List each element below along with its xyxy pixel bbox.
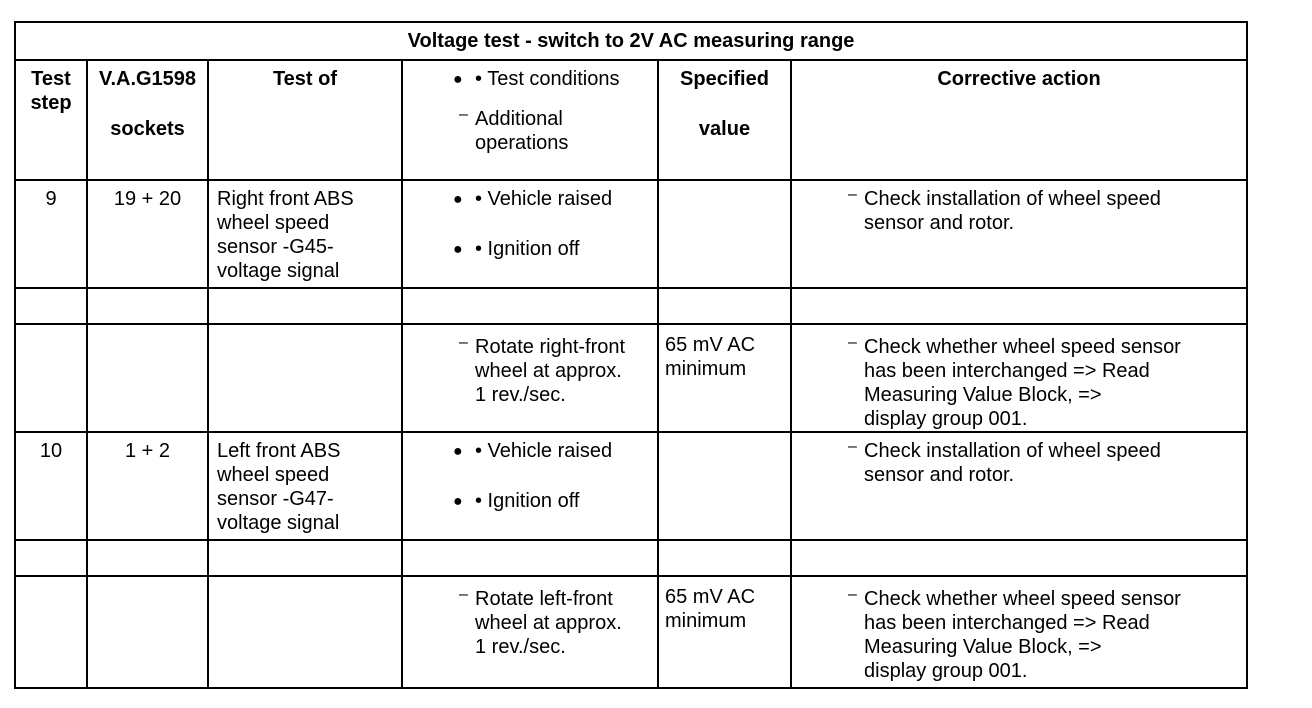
dash-icon: – <box>459 106 468 123</box>
sockets-cell: 19 + 20 <box>87 180 208 288</box>
table-row <box>15 540 1247 576</box>
bullet-icon: ● <box>453 493 463 510</box>
corrective-cell: – Check whether wheel speed sensor has been interchanged => Read Measuring Value Block, => display group 001. <box>791 576 1247 688</box>
value-cell <box>658 432 791 540</box>
conditions-cell: ● • Vehicle raised ● • Ignition off <box>402 180 658 288</box>
value-cell: 65 mV AC minimum <box>658 324 791 432</box>
test-of-cell: Right front ABS wheel speed sensor -G45- voltage signal <box>208 180 402 288</box>
voltage-test-table <box>14 21 1248 689</box>
header-test-step: Test step <box>15 60 87 180</box>
dash-icon: – <box>848 334 857 351</box>
bullet-icon: ● <box>453 443 463 460</box>
bullet-icon: ● <box>453 191 463 208</box>
dash-icon: – <box>459 334 468 351</box>
header-specified-value: Specified value <box>658 60 791 180</box>
test-step-cell: 10 <box>15 432 87 540</box>
value-cell: 65 mV AC minimum <box>658 576 791 688</box>
value-cell <box>658 180 791 288</box>
header-corrective-action: Corrective action <box>791 60 1247 180</box>
dash-icon: – <box>848 438 857 455</box>
dash-icon: – <box>459 586 468 603</box>
corrective-cell: – Check installation of wheel speed sensor and rotor. <box>791 180 1247 288</box>
bullet-icon: ● <box>453 241 463 258</box>
table-title: Voltage test - switch to 2V AC measuring range <box>15 22 1247 60</box>
corrective-cell: – Check installation of wheel speed sensor and rotor. <box>791 432 1247 540</box>
dash-icon: – <box>848 186 857 203</box>
bullet-icon: ● <box>453 71 463 88</box>
test-of-cell: Left front ABS wheel speed sensor -G47- voltage signal <box>208 432 402 540</box>
header-test-of: Test of <box>208 60 402 180</box>
header-test-conditions: ● • Test conditions – Additional operations <box>402 60 658 180</box>
operation-cell: – Rotate left-front wheel at approx. 1 rev./sec. <box>402 576 658 688</box>
table-row <box>15 288 1247 324</box>
header-vag-sockets: V.A.G1598 sockets <box>87 60 208 180</box>
operation-cell: – Rotate right-front wheel at approx. 1 rev./sec. <box>402 324 658 432</box>
conditions-cell: ● • Vehicle raised ● • Ignition off <box>402 432 658 540</box>
table-row <box>15 432 1247 540</box>
table-row <box>15 576 1247 688</box>
dash-icon: – <box>848 586 857 603</box>
table-row <box>15 324 1247 432</box>
sockets-cell: 1 + 2 <box>87 432 208 540</box>
table-row <box>15 180 1247 288</box>
corrective-cell: – Check whether wheel speed sensor has been interchanged => Read Measuring Value Block, => display group 001. <box>791 324 1247 432</box>
test-step-cell: 9 <box>15 180 87 288</box>
